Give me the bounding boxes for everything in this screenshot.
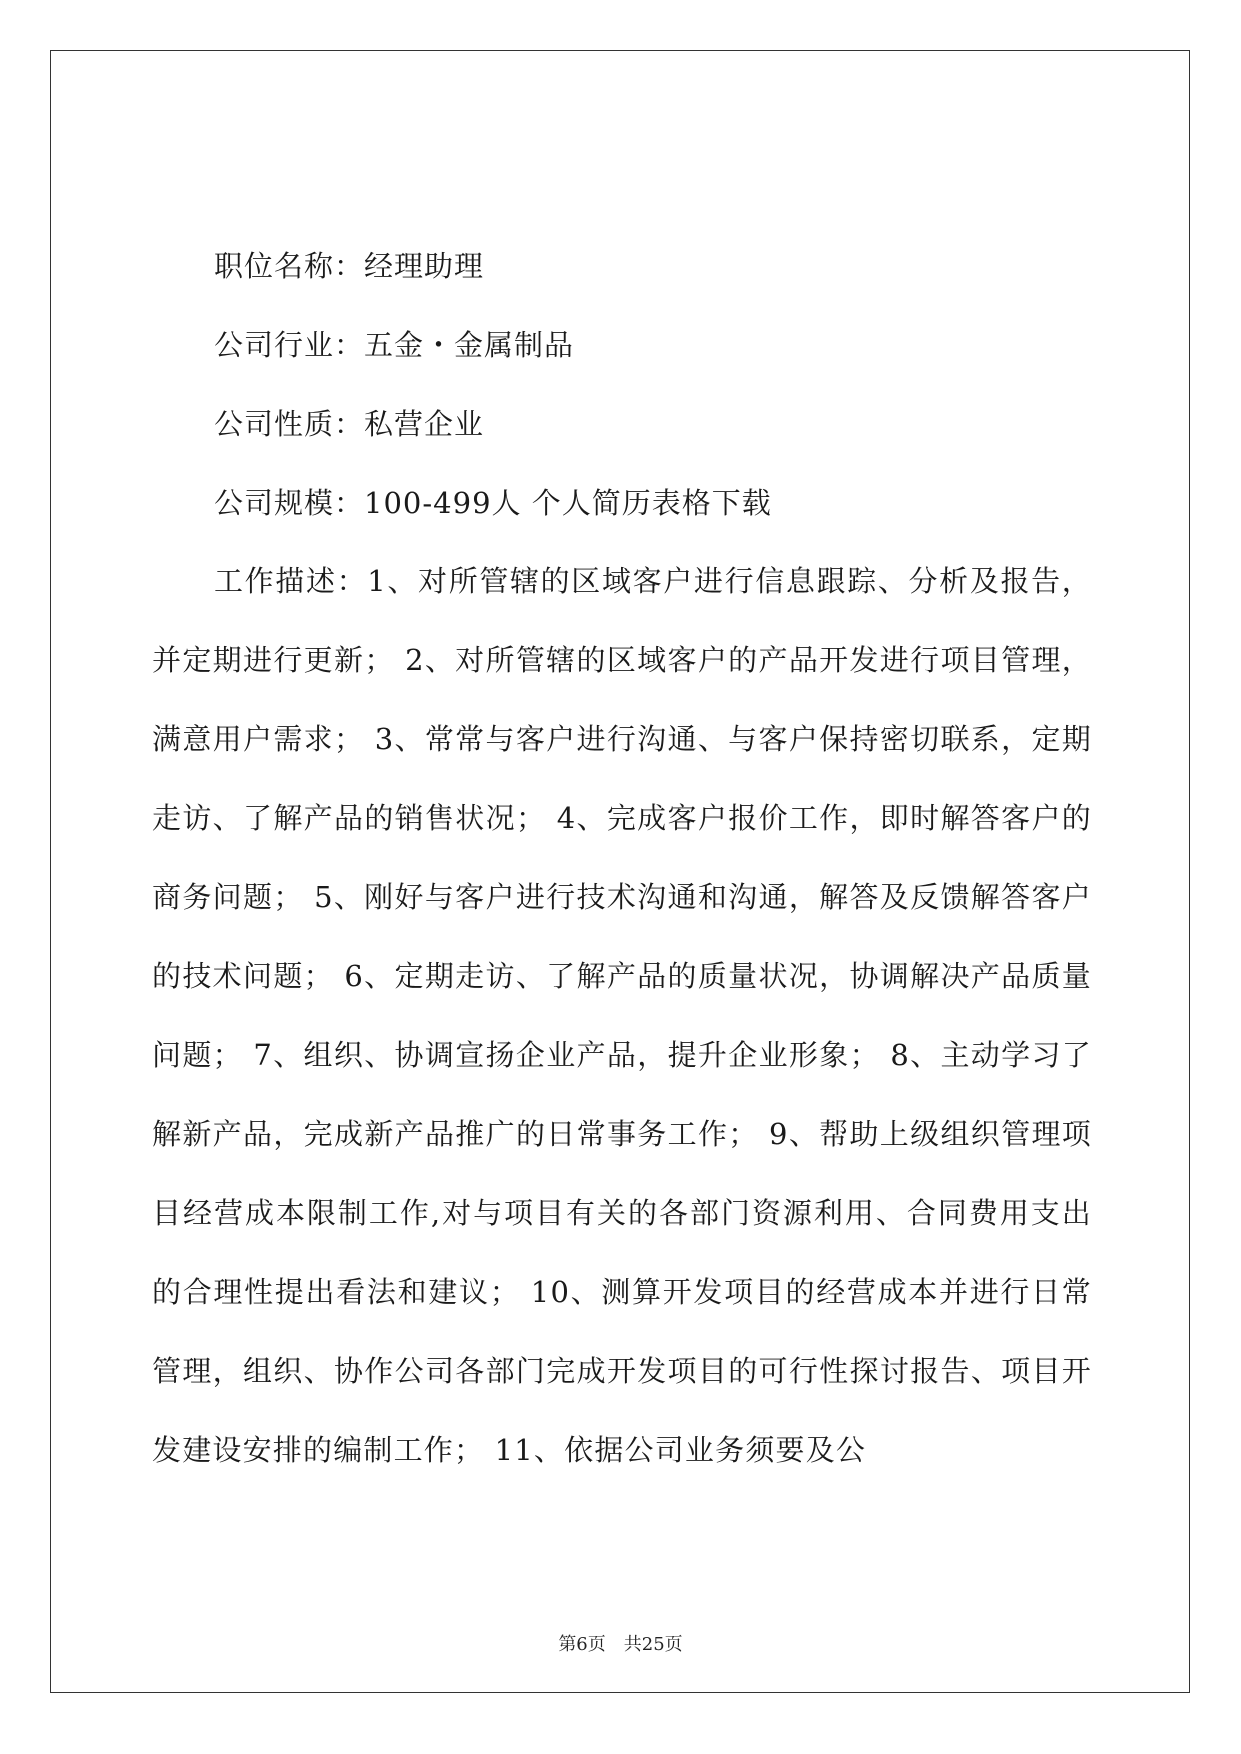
field-label: 公司性质： (214, 407, 365, 441)
description-text: 1、对所管辖的区域客户进行信息跟踪、分析及报告，并定期进行更新； 2、对所管辖的区域客户的产品开发进行项目管理，满意用户需求； 3、常常与客户进行沟通、与客户保持密切联系，定期走访、了解产品的销售状况； 4、完成客户报价工作，即时解答客户的商务问题； 5、刚好与客户进行技术沟通和沟通，解答及反馈解答客户的技术问题； 6、定期走访、了解产品的质量状况，协调解决产品质量问题； 7、组织、协调宣扬企业产品，提升企业形象； 8、主动学习了解新产品，完成新产品推广的日常事务工作； 9、帮助上级组织管理项目经营成本限制工作,对与项目有关的各部门资源利用、合同费用支出的合理性提出看法和建议； 10、测算开发项目的经营成本并进行日常管理，组织、协作公司各部门完成开发项目的可行性探讨报告、项目开发建设安排的编制工作； 11、依据公司业务须要及公 (152, 564, 1092, 1467)
field-label: 公司行业： (214, 328, 365, 362)
total-page-count: 共25页 (623, 1634, 683, 1655)
field-company-type (214, 404, 1092, 444)
field-value: 私营企业 (364, 407, 485, 441)
field-value: 100-499人 个人简历表格下载 (364, 486, 772, 520)
field-label: 公司规模： (214, 486, 365, 520)
field-company-industry (214, 325, 1092, 365)
field-value: 五金・金属制品 (364, 328, 575, 362)
field-value: 经理助理 (364, 249, 485, 283)
field-company-size (214, 483, 1092, 523)
document-body (152, 246, 1092, 1490)
field-label: 职位名称： (214, 249, 365, 283)
job-description (152, 542, 1092, 1490)
current-page-number: 第6页 (558, 1634, 606, 1655)
page-footer (0, 1630, 1241, 1656)
description-label: 工作描述： (214, 564, 368, 598)
field-position-title (214, 246, 1092, 286)
